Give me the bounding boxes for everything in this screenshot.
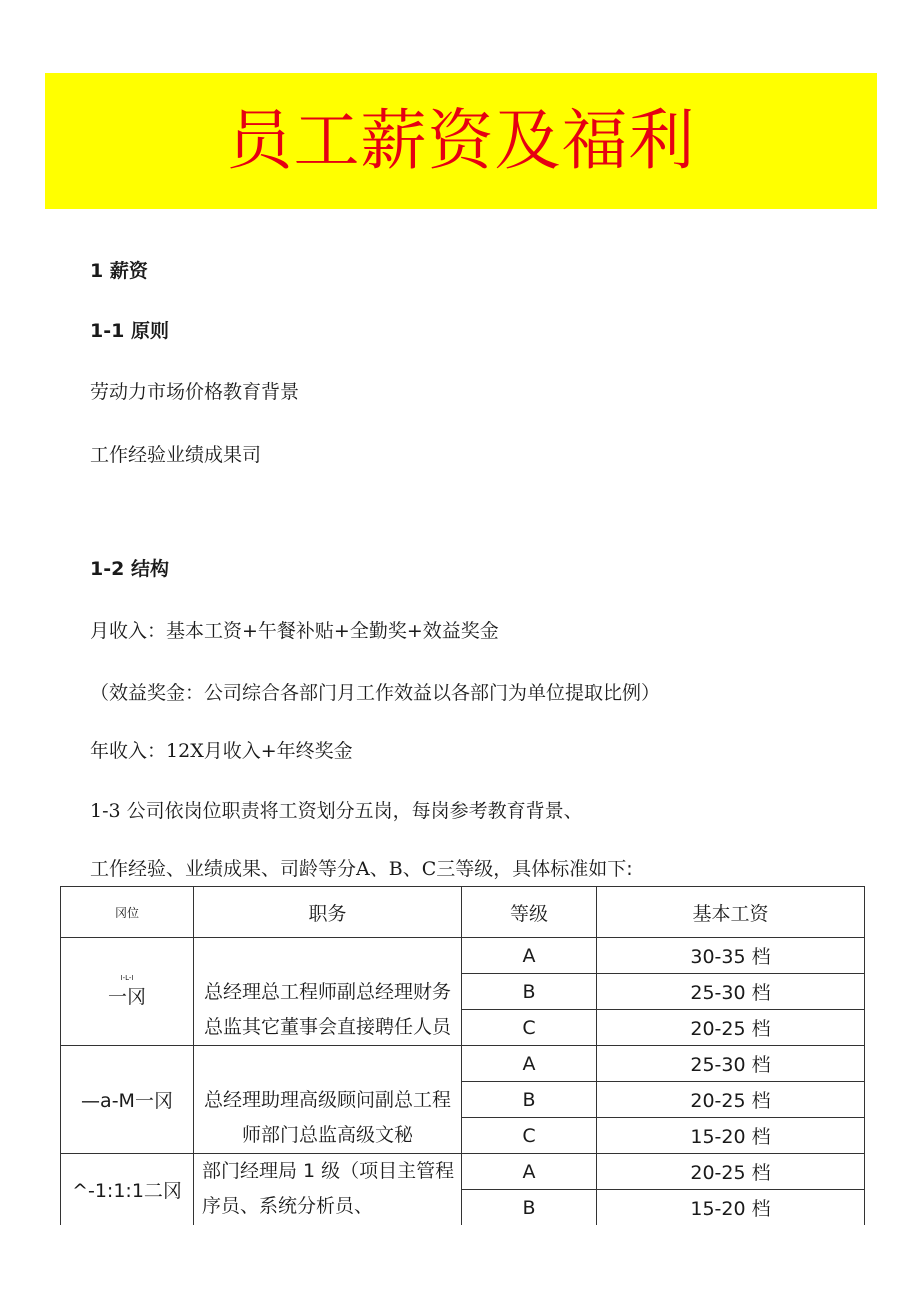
grade-cell: B: [462, 1082, 597, 1118]
salary-cell: 15-20 档: [597, 1118, 865, 1154]
grade-cell: B: [462, 974, 597, 1010]
grading-intro-cont-a: 工作经验、业绩成果、司龄等分: [90, 858, 357, 880]
section-heading-salary: 1 薪资: [90, 260, 148, 282]
salary-cell: 20-25 档: [597, 1154, 865, 1190]
post-cell-1: [61, 938, 194, 1046]
section-number-1-3: 1-3: [90, 800, 121, 822]
monthly-income-formula: 月收入：基本工资+午餐补贴+全勤奖+效益奖金: [90, 620, 499, 642]
table-row: [61, 938, 865, 974]
table-header-row: [61, 887, 865, 938]
post-cell-2: —a-M一冈: [61, 1046, 194, 1154]
section-heading-principles: 1-1 原则: [90, 320, 169, 342]
salary-cell: 20-25 档: [597, 1082, 865, 1118]
annual-income-formula: [90, 742, 353, 761]
section-heading-structure: 1-2 结构: [90, 558, 169, 580]
grade-cell: C: [462, 1010, 597, 1046]
header-post: 冈位: [61, 887, 194, 938]
header-grade: 等级: [462, 887, 597, 938]
duty-cell-1: 总经理总工程师副总经理财务总监其它董事会直接聘任人员: [194, 938, 462, 1046]
grade-letters: A、B、C: [356, 858, 437, 880]
post-marker: I-L-I: [120, 973, 134, 982]
grading-intro: [90, 802, 583, 821]
duty-cell-3: 部门经理局 1 级（项目主管程序员、系统分析员、: [194, 1154, 462, 1226]
annual-multiplier: 12X: [166, 740, 204, 762]
table-row: [61, 1046, 865, 1082]
grade-cell: B: [462, 1190, 597, 1226]
grade-cell: A: [462, 1154, 597, 1190]
salary-cell: 25-30 档: [597, 974, 865, 1010]
bonus-note: （效益奖金：公司综合各部门月工作效益以各部门为单位提取比例）: [90, 682, 661, 704]
salary-cell: 30-35 档: [597, 938, 865, 974]
header-base-salary: 基本工资: [597, 887, 865, 938]
duty-cell-2: 总经理助理高级顾问副总工程师部门总监高级文秘: [194, 1046, 462, 1154]
annual-suffix: 月收入+年终奖金: [203, 740, 353, 762]
salary-cell: 20-25 档: [597, 1010, 865, 1046]
grade-cell: A: [462, 1046, 597, 1082]
post-cell-3: ^-1:1:1二冈: [61, 1154, 194, 1226]
principle-line-1: 劳动力市场价格教育背景: [90, 381, 300, 403]
principle-line-2: 工作经验业绩成果司: [90, 444, 262, 466]
grading-intro-text: 公司依岗位职责将工资划分五岗，每岗参考教育背景、: [126, 800, 583, 822]
salary-grade-table: [60, 886, 865, 1225]
grade-cell: C: [462, 1118, 597, 1154]
grading-intro-continued: [90, 860, 633, 879]
grade-cell: A: [462, 938, 597, 974]
header-duty: 职务: [194, 887, 462, 938]
document-title: 员工薪资及福利: [226, 102, 696, 179]
post-label: 一冈: [107, 985, 146, 1008]
salary-cell: 15-20 档: [597, 1190, 865, 1226]
grading-intro-cont-c: 三等级，具体标准如下:: [436, 858, 633, 880]
salary-cell: 25-30 档: [597, 1046, 865, 1082]
title-banner: [45, 73, 877, 209]
annual-prefix: 年收入：: [90, 740, 167, 762]
table-row: [61, 1154, 865, 1190]
